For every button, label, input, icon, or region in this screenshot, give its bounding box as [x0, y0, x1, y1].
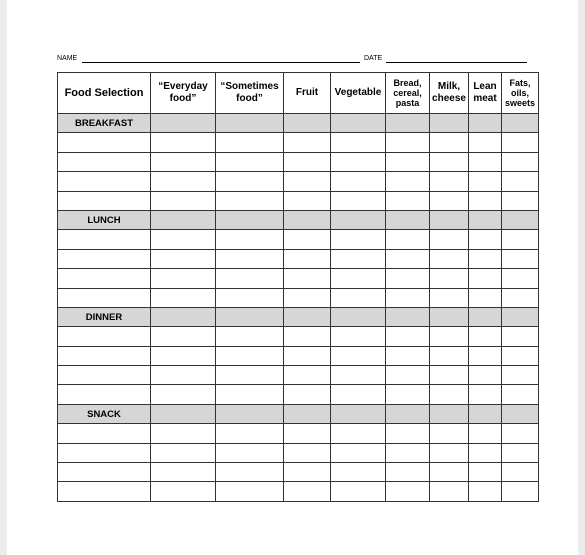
serving-cell[interactable]	[386, 327, 430, 346]
header-sometimes-food: “Sometimes food”	[216, 73, 284, 114]
serving-cell[interactable]	[284, 152, 331, 171]
serving-cell[interactable]	[284, 230, 331, 249]
header-lean-meat: Lean meat	[469, 73, 502, 114]
serving-cell[interactable]	[502, 385, 539, 404]
entry-row	[58, 152, 539, 171]
serving-cell[interactable]	[151, 482, 216, 501]
section-cell[interactable]	[469, 404, 502, 423]
serving-cell[interactable]	[469, 172, 502, 191]
serving-cell[interactable]	[331, 443, 386, 462]
serving-cell[interactable]	[151, 443, 216, 462]
serving-cell[interactable]	[151, 172, 216, 191]
serving-cell[interactable]	[469, 366, 502, 385]
section-cell[interactable]	[469, 307, 502, 326]
food-log-table	[57, 72, 539, 502]
section-cell[interactable]	[430, 404, 469, 423]
serving-cell[interactable]	[469, 269, 502, 288]
header-bread-cereal-pasta: Bread, cereal, pasta	[386, 73, 430, 114]
serving-cell[interactable]	[284, 191, 331, 210]
section-cell[interactable]	[331, 307, 386, 326]
entry-row	[58, 230, 539, 249]
serving-cell[interactable]	[216, 366, 284, 385]
serving-cell[interactable]	[331, 385, 386, 404]
serving-cell[interactable]	[430, 424, 469, 443]
serving-cell[interactable]	[284, 385, 331, 404]
section-row-lunch	[58, 210, 539, 229]
serving-cell[interactable]	[151, 152, 216, 171]
serving-cell[interactable]	[386, 366, 430, 385]
serving-cell[interactable]	[284, 463, 331, 482]
serving-cell[interactable]	[386, 269, 430, 288]
section-label: LUNCH	[58, 210, 151, 229]
food-entry-cell[interactable]	[58, 366, 151, 385]
section-cell[interactable]	[430, 114, 469, 133]
header-everyday-food: “Everyday food”	[151, 73, 216, 114]
entry-row	[58, 191, 539, 210]
serving-cell[interactable]	[151, 366, 216, 385]
food-entry-cell[interactable]	[58, 346, 151, 365]
serving-cell[interactable]	[284, 327, 331, 346]
section-row-dinner	[58, 307, 539, 326]
serving-cell[interactable]	[430, 230, 469, 249]
serving-cell[interactable]	[469, 482, 502, 501]
serving-cell[interactable]	[216, 424, 284, 443]
serving-cell[interactable]	[430, 249, 469, 268]
section-cell[interactable]	[502, 210, 539, 229]
serving-cell[interactable]	[430, 133, 469, 152]
serving-cell[interactable]	[469, 288, 502, 307]
header-row	[58, 73, 539, 114]
date-label: DATE	[364, 55, 383, 62]
name-label: NAME	[57, 55, 78, 62]
section-cell[interactable]	[331, 404, 386, 423]
serving-cell[interactable]	[151, 133, 216, 152]
serving-cell[interactable]	[331, 230, 386, 249]
serving-cell[interactable]	[284, 249, 331, 268]
serving-cell[interactable]	[331, 152, 386, 171]
food-entry-cell[interactable]	[58, 191, 151, 210]
name-field[interactable]	[82, 62, 360, 63]
serving-cell[interactable]	[386, 346, 430, 365]
serving-cell[interactable]	[469, 133, 502, 152]
serving-cell[interactable]	[284, 443, 331, 462]
serving-cell[interactable]	[502, 269, 539, 288]
serving-cell[interactable]	[430, 269, 469, 288]
food-entry-cell[interactable]	[58, 269, 151, 288]
header-milk-cheese: Milk, cheese	[430, 73, 469, 114]
entry-row	[58, 443, 539, 462]
serving-cell[interactable]	[386, 288, 430, 307]
serving-cell[interactable]	[331, 133, 386, 152]
food-entry-cell[interactable]	[58, 424, 151, 443]
entry-row	[58, 346, 539, 365]
serving-cell[interactable]	[284, 269, 331, 288]
section-cell[interactable]	[284, 114, 331, 133]
entry-row	[58, 366, 539, 385]
food-entry-cell[interactable]	[58, 133, 151, 152]
serving-cell[interactable]	[331, 346, 386, 365]
serving-cell[interactable]	[284, 366, 331, 385]
name-date-line	[57, 53, 537, 67]
serving-cell[interactable]	[430, 152, 469, 171]
entry-row	[58, 172, 539, 191]
section-cell[interactable]	[151, 404, 216, 423]
serving-cell[interactable]	[430, 443, 469, 462]
serving-cell[interactable]	[469, 443, 502, 462]
serving-cell[interactable]	[151, 249, 216, 268]
form-sheet	[7, 0, 578, 555]
serving-cell[interactable]	[386, 424, 430, 443]
serving-cell[interactable]	[502, 463, 539, 482]
serving-cell[interactable]	[331, 249, 386, 268]
serving-cell[interactable]	[502, 152, 539, 171]
section-cell[interactable]	[502, 404, 539, 423]
serving-cell[interactable]	[151, 269, 216, 288]
serving-cell[interactable]	[502, 327, 539, 346]
serving-cell[interactable]	[469, 249, 502, 268]
serving-cell[interactable]	[430, 482, 469, 501]
serving-cell[interactable]	[331, 327, 386, 346]
entry-row	[58, 463, 539, 482]
serving-cell[interactable]	[151, 230, 216, 249]
serving-cell[interactable]	[284, 482, 331, 501]
serving-cell[interactable]	[469, 152, 502, 171]
serving-cell[interactable]	[502, 482, 539, 501]
section-cell[interactable]	[331, 114, 386, 133]
entry-row	[58, 327, 539, 346]
serving-cell[interactable]	[216, 133, 284, 152]
section-cell[interactable]	[502, 307, 539, 326]
section-cell[interactable]	[284, 210, 331, 229]
serving-cell[interactable]	[386, 385, 430, 404]
serving-cell[interactable]	[151, 346, 216, 365]
serving-cell[interactable]	[216, 346, 284, 365]
serving-cell[interactable]	[216, 152, 284, 171]
section-label: SNACK	[58, 404, 151, 423]
header-vegetable: Vegetable	[331, 73, 386, 114]
section-cell[interactable]	[216, 404, 284, 423]
serving-cell[interactable]	[502, 191, 539, 210]
serving-cell[interactable]	[216, 443, 284, 462]
serving-cell[interactable]	[331, 482, 386, 501]
food-entry-cell[interactable]	[58, 385, 151, 404]
serving-cell[interactable]	[284, 424, 331, 443]
section-cell[interactable]	[284, 404, 331, 423]
serving-cell[interactable]	[331, 172, 386, 191]
food-entry-cell[interactable]	[58, 463, 151, 482]
serving-cell[interactable]	[216, 327, 284, 346]
food-entry-cell[interactable]	[58, 172, 151, 191]
serving-cell[interactable]	[502, 230, 539, 249]
serving-cell[interactable]	[469, 385, 502, 404]
section-cell[interactable]	[386, 114, 430, 133]
serving-cell[interactable]	[151, 327, 216, 346]
food-entry-cell[interactable]	[58, 288, 151, 307]
section-cell[interactable]	[386, 307, 430, 326]
serving-cell[interactable]	[386, 482, 430, 501]
serving-cell[interactable]	[430, 327, 469, 346]
serving-cell[interactable]	[502, 133, 539, 152]
serving-cell[interactable]	[216, 230, 284, 249]
serving-cell[interactable]	[284, 288, 331, 307]
serving-cell[interactable]	[386, 191, 430, 210]
section-label: DINNER	[58, 307, 151, 326]
section-cell[interactable]	[216, 307, 284, 326]
section-cell[interactable]	[502, 114, 539, 133]
entry-row	[58, 269, 539, 288]
serving-cell[interactable]	[151, 424, 216, 443]
serving-cell[interactable]	[502, 288, 539, 307]
serving-cell[interactable]	[284, 133, 331, 152]
serving-cell[interactable]	[386, 133, 430, 152]
section-cell[interactable]	[430, 210, 469, 229]
header-food-selection: Food Selection	[58, 73, 151, 114]
date-field[interactable]	[386, 62, 527, 63]
serving-cell[interactable]	[502, 249, 539, 268]
section-row-snack	[58, 404, 539, 423]
serving-cell[interactable]	[430, 463, 469, 482]
entry-row	[58, 385, 539, 404]
serving-cell[interactable]	[216, 288, 284, 307]
serving-cell[interactable]	[386, 443, 430, 462]
serving-cell[interactable]	[430, 346, 469, 365]
serving-cell[interactable]	[216, 385, 284, 404]
serving-cell[interactable]	[430, 366, 469, 385]
section-row-breakfast	[58, 114, 539, 133]
serving-cell[interactable]	[331, 463, 386, 482]
serving-cell[interactable]	[331, 191, 386, 210]
section-cell[interactable]	[151, 114, 216, 133]
section-cell[interactable]	[284, 307, 331, 326]
section-cell[interactable]	[216, 114, 284, 133]
section-cell[interactable]	[430, 307, 469, 326]
serving-cell[interactable]	[331, 269, 386, 288]
serving-cell[interactable]	[216, 482, 284, 501]
serving-cell[interactable]	[502, 172, 539, 191]
serving-cell[interactable]	[386, 152, 430, 171]
serving-cell[interactable]	[430, 172, 469, 191]
section-cell[interactable]	[151, 307, 216, 326]
serving-cell[interactable]	[469, 191, 502, 210]
serving-cell[interactable]	[502, 366, 539, 385]
serving-cell[interactable]	[284, 346, 331, 365]
serving-cell[interactable]	[386, 230, 430, 249]
serving-cell[interactable]	[469, 327, 502, 346]
serving-cell[interactable]	[284, 172, 331, 191]
serving-cell[interactable]	[151, 463, 216, 482]
serving-cell[interactable]	[502, 443, 539, 462]
food-entry-cell[interactable]	[58, 443, 151, 462]
serving-cell[interactable]	[216, 249, 284, 268]
section-cell[interactable]	[216, 210, 284, 229]
serving-cell[interactable]	[216, 191, 284, 210]
food-entry-cell[interactable]	[58, 152, 151, 171]
section-cell[interactable]	[386, 210, 430, 229]
section-cell[interactable]	[469, 114, 502, 133]
serving-cell[interactable]	[502, 346, 539, 365]
food-entry-cell[interactable]	[58, 249, 151, 268]
serving-cell[interactable]	[151, 288, 216, 307]
food-log-body	[58, 114, 539, 502]
section-cell[interactable]	[151, 210, 216, 229]
serving-cell[interactable]	[216, 172, 284, 191]
serving-cell[interactable]	[430, 288, 469, 307]
entry-row	[58, 133, 539, 152]
header-fruit: Fruit	[284, 73, 331, 114]
entry-row	[58, 482, 539, 501]
serving-cell[interactable]	[331, 424, 386, 443]
entry-row	[58, 288, 539, 307]
serving-cell[interactable]	[469, 424, 502, 443]
section-cell[interactable]	[469, 210, 502, 229]
food-entry-cell[interactable]	[58, 327, 151, 346]
serving-cell[interactable]	[386, 172, 430, 191]
serving-cell[interactable]	[430, 385, 469, 404]
serving-cell[interactable]	[502, 424, 539, 443]
entry-row	[58, 249, 539, 268]
serving-cell[interactable]	[469, 463, 502, 482]
serving-cell[interactable]	[469, 230, 502, 249]
section-cell[interactable]	[331, 210, 386, 229]
serving-cell[interactable]	[386, 463, 430, 482]
section-label: BREAKFAST	[58, 114, 151, 133]
serving-cell[interactable]	[430, 191, 469, 210]
food-entry-cell[interactable]	[58, 482, 151, 501]
entry-row	[58, 424, 539, 443]
food-entry-cell[interactable]	[58, 230, 151, 249]
serving-cell[interactable]	[386, 249, 430, 268]
header-fats-oils-sweets: Fats, oils, sweets	[502, 73, 539, 114]
serving-cell[interactable]	[151, 385, 216, 404]
serving-cell[interactable]	[469, 346, 502, 365]
serving-cell[interactable]	[331, 366, 386, 385]
serving-cell[interactable]	[216, 269, 284, 288]
serving-cell[interactable]	[216, 463, 284, 482]
serving-cell[interactable]	[151, 191, 216, 210]
section-cell[interactable]	[386, 404, 430, 423]
serving-cell[interactable]	[331, 288, 386, 307]
